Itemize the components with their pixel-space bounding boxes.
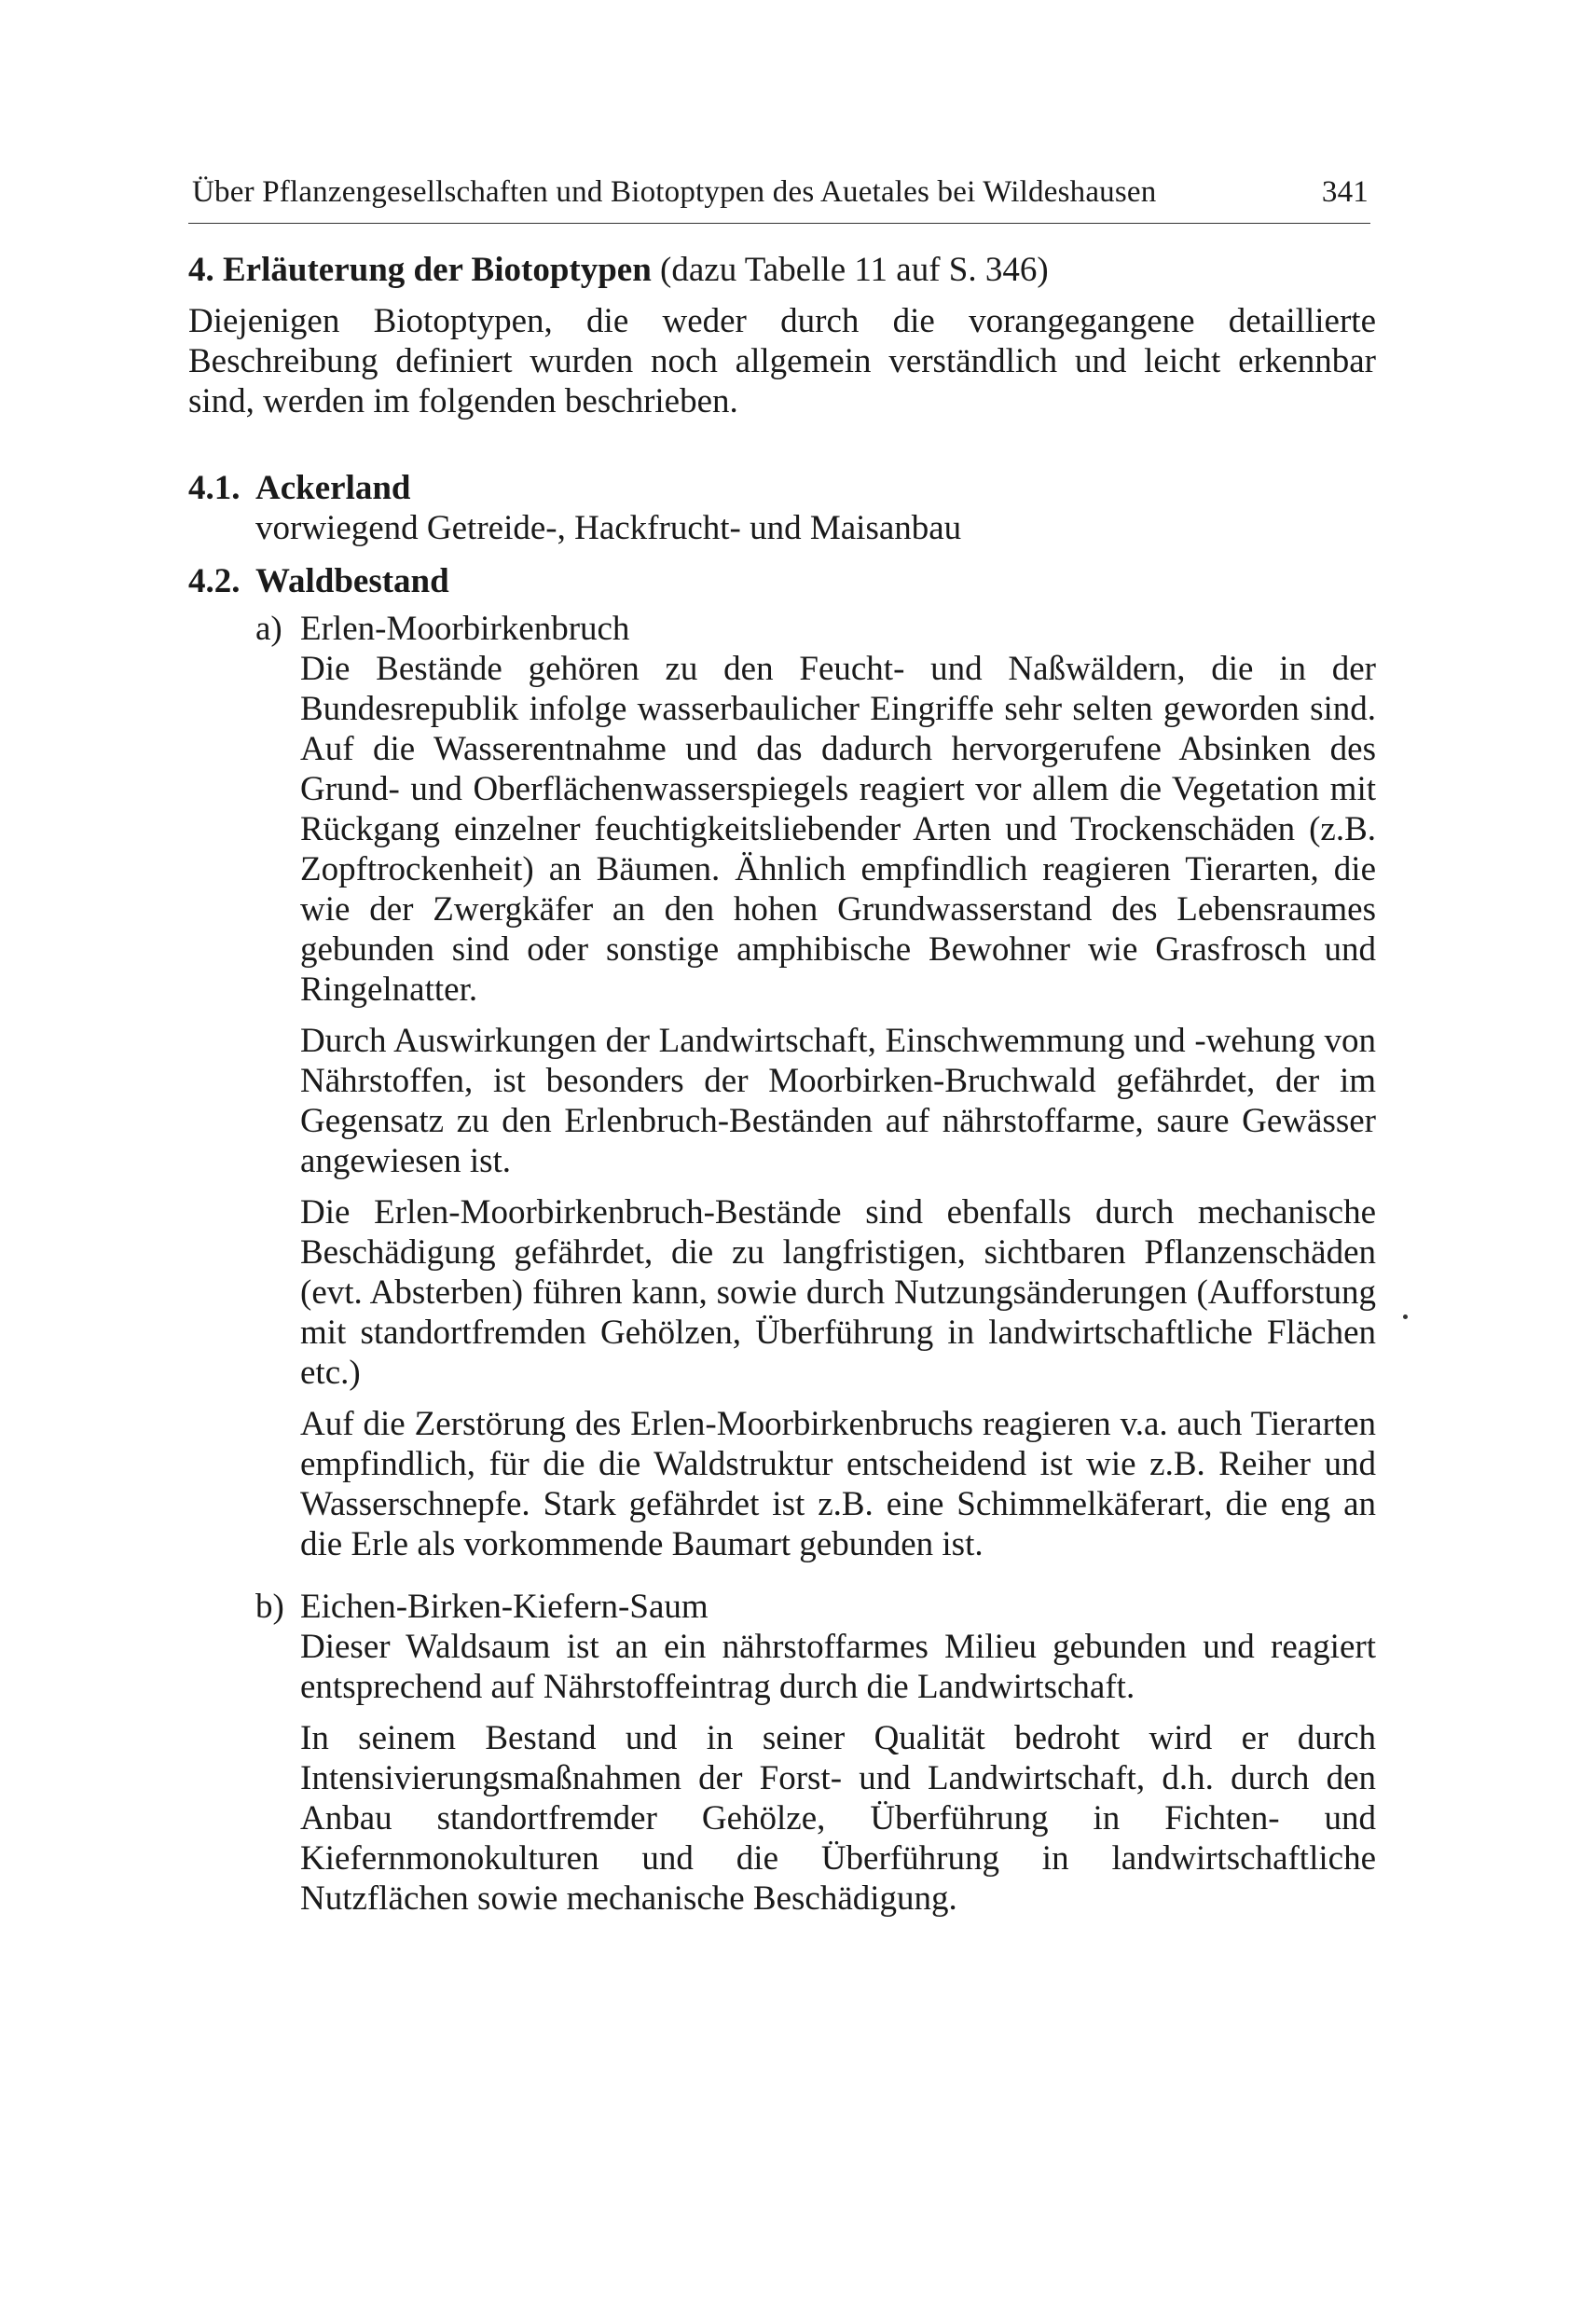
- list-item-eichen-birken-kiefern-saum: [188, 1587, 1376, 1919]
- item-title: Erlen-Moorbirkenbruch: [300, 610, 630, 648]
- list-item-erlen-moorbirkenbruch: [188, 609, 1376, 1564]
- section-number: 4.: [188, 251, 214, 289]
- subsection-number: 4.2.: [188, 562, 241, 600]
- section-title: Erläuterung der Biotoptypen: [223, 251, 652, 289]
- paragraph: Dieser Waldsaum ist an ein nährstoffarmes Milieu gebunden und reagiert entsprechend auf Nährstoffeintrag durch die Landwirtschaft.: [300, 1628, 1376, 1706]
- subsection-title: Waldbestand: [255, 562, 449, 600]
- paragraph: Auf die Zerstörung des Erlen-Moorbirkenbruchs reagieren v.a. auch Tierarten empfindlich, für die die Waldstruktur entscheidend ist wie z.B. Reiher und Wasserschnepfe. Stark gefährdet ist z.B. eine Schimmelkäferart, die eng an die Erle als vorkommende Baumart gebunden ist.: [300, 1405, 1376, 1563]
- subsection-description: vorwiegend Getreide-, Hackfrucht- und Maisanbau: [255, 509, 962, 547]
- section-intro: Diejenigen Biotoptypen, die weder durch die vorangegangene detaillierte Beschreibung definiert wurden noch allgemein verständlich und leicht erkennbar sind, werden im folgenden beschrieben.: [188, 302, 1376, 420]
- running-title: Über Pflanzengesellschaften und Biotoptypen des Auetales bei Wildeshausen: [192, 175, 1157, 209]
- item-label: b): [255, 1588, 284, 1626]
- subsection-title: Ackerland: [255, 469, 411, 507]
- item-title: Eichen-Birken-Kiefern-Saum: [300, 1588, 709, 1626]
- section-note: (dazu Tabelle 11 auf S. 346): [660, 251, 1049, 289]
- paragraph: Die Erlen-Moorbirkenbruch-Bestände sind ebenfalls durch mechanische Beschädigung gefährdet, die zu langfristigen, sichtbaren Pflanzenschäden (evt. Absterben) führen kann, sowie durch Nutzungsänderungen (Aufforstung mit standortfremden Gehölzen, Überführung in landwirtschaftliche Flächen etc.): [300, 1193, 1376, 1392]
- page-body: [188, 250, 1376, 1930]
- subsection-heading-waldbestand: [188, 561, 1376, 601]
- subsection-heading-ackerland: [188, 468, 1376, 508]
- paragraph: In seinem Bestand und in seiner Qualität bedroht wird er durch Intensivierungsmaßnahmen der Forst- und Landwirtschaft, d.h. durch den Anbau standortfremder Gehölze, Überführung in Fichten- und Kiefernmonokulturen und die Überführung in landwirtschaftliche Nutzflächen sowie mechanische Beschädigung.: [300, 1719, 1376, 1918]
- item-label: a): [255, 610, 282, 648]
- subsection-number: 4.1.: [188, 469, 241, 507]
- page-number: 341: [1321, 175, 1369, 209]
- paragraph: Die Bestände gehören zu den Feucht- und Naßwäldern, die in der Bundesrepublik infolge wasserbaulicher Eingriffe sehr selten geworden sind. Auf die Wasserentnahme und das dadurch hervorgerufene Absinken des Grund- und Oberflächenwasserspiegels reagiert vor allem die Vegetation mit Rückgang einzelner feuchtigkeitsliebender Arten und Trockenschäden (z.B. Zopftrockenheit) an Bäumen. Ähnlich empfindlich reagieren Tierarten, die wie der Zwergkäfer an den hohen Grundwasserstand des Lebensraumes gebunden sind oder sonstige amphibische Bewohner wie Grasfrosch und Ringelnatter.: [300, 650, 1376, 1009]
- header-rule: [188, 223, 1370, 224]
- paragraph: Durch Auswirkungen der Landwirtschaft, Einschwemmung und -wehung von Nährstoffen, ist besonders der Moorbirken-Bruchwald gefährdet, der im Gegensatz zu den Erlenbruch-Beständen auf nährstoffarme, saure Gewässer angewiesen ist.: [300, 1022, 1376, 1180]
- section-heading: [188, 250, 1376, 290]
- margin-mark: [1403, 1314, 1408, 1319]
